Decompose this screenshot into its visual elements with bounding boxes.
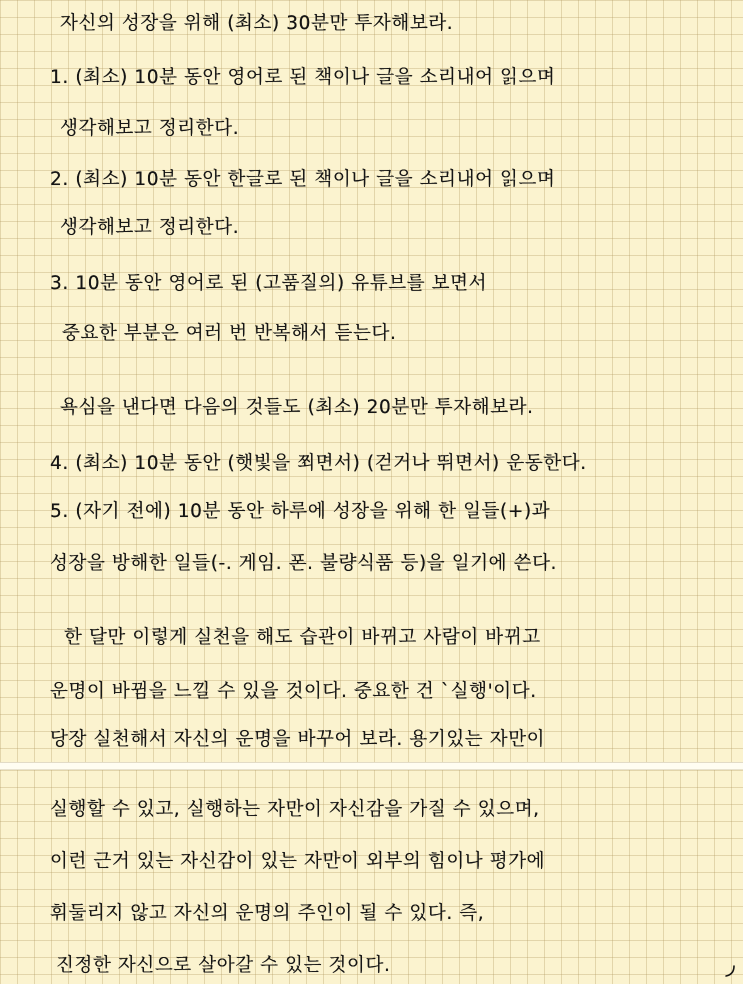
continuation-line-1: 실행할 수 있고, 실행하는 자만이 자신감을 가질 수 있으며,: [50, 799, 540, 820]
item-1-line-1: 1. (최소) 10분 동안 영어로 된 책이나 글을 소리내어 읽으며: [50, 67, 556, 88]
continuation-line-3: 휘둘리지 않고 자신의 운명의 주인이 될 수 있다. 즉,: [50, 903, 485, 924]
item-4-line-1: 4. (최소) 10분 동안 (햇빛을 쬐면서) (걷거나 뛰면서) 운동한다.: [50, 453, 587, 474]
item-5-line-2: 성장을 방해한 일들(-. 게임. 폰. 불량식품 등)을 일기에 쓴다.: [50, 553, 558, 574]
continuation-line-2: 이런 근거 있는 자신감이 있는 자만이 외부의 힘이나 평가에: [50, 851, 546, 872]
item-3-line-2: 중요한 부분은 여러 번 반복해서 듣는다.: [62, 323, 397, 344]
continuation-line-4: 진정한 자신으로 살아갈 수 있는 것이다.: [56, 955, 391, 976]
note-title: 자신의 성장을 위해 (최소) 30분만 투자해보라.: [60, 13, 454, 34]
item-2-line-1: 2. (최소) 10분 동안 한글로 된 책이나 글을 소리내어 읽으며: [50, 169, 556, 190]
closing-line-2: 운명이 바뀜을 느낄 수 있을 것이다. 중요한 건 `실행'이다.: [50, 681, 537, 702]
greed-heading: 욕심을 낸다면 다음의 것들도 (최소) 20분만 투자해보라.: [60, 397, 534, 418]
closing-line-3: 당장 실천해서 자신의 운명을 바꾸어 보라. 용기있는 자만이: [50, 729, 546, 750]
page-divider: [0, 762, 743, 770]
corner-stroke-mark: [724, 965, 736, 977]
closing-line-1: 한 달만 이렇게 실천을 해도 습관이 바뀌고 사람이 바뀌고: [64, 627, 541, 648]
item-2-line-2: 생각해보고 정리한다.: [60, 217, 240, 238]
item-5-line-1: 5. (자기 전에) 10분 동안 하루에 성장을 위해 한 일들(+)과: [50, 501, 551, 522]
item-3-line-1: 3. 10분 동안 영어로 된 (고품질의) 유튜브를 보면서: [50, 273, 488, 294]
item-1-line-2: 생각해보고 정리한다.: [60, 118, 240, 139]
